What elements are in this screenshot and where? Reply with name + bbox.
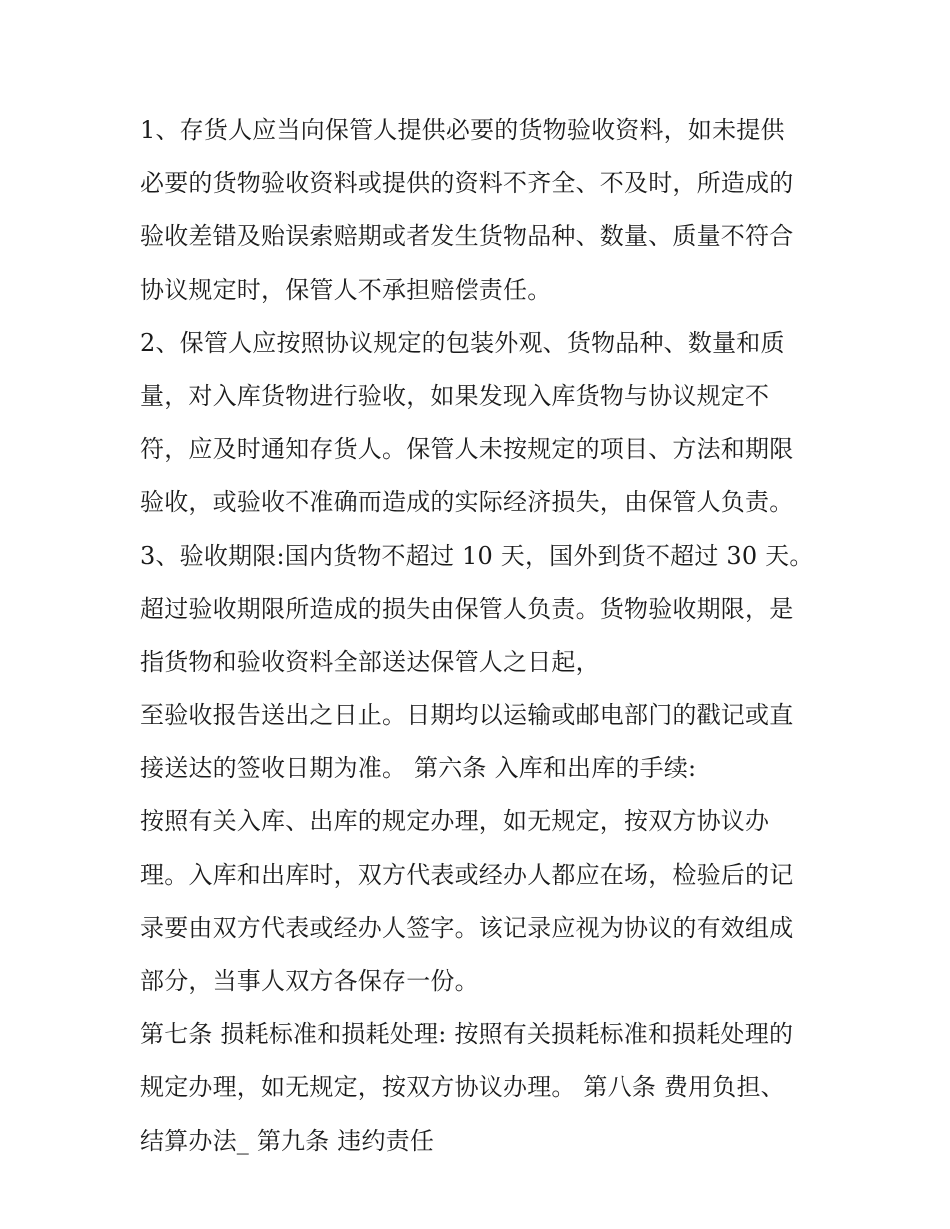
text-line: 结算办法_ 第九条 违约责任 (140, 1126, 435, 1155)
text-line: 3、验收期限:国内货物不超过 10 天，国外到货不超过 30 天。 (140, 541, 814, 570)
text-line: 验收差错及贻误索赔期或者发生货物品种、数量、质量不符合 (140, 222, 794, 251)
text-line: 符，应及时通知存货人。保管人未按规定的项目、方法和期限 (140, 435, 794, 464)
text-line: 超过验收期限所造成的损失由保管人负责。货物验收期限，是 (140, 594, 794, 623)
text-line: 1、存货人应当向保管人提供必要的货物验收资料，如未提供 (140, 116, 785, 144)
text-line: 第七条 损耗标准和损耗处理: 按照有关损耗标准和损耗处理的 (140, 1020, 794, 1049)
text-line: 部分，当事人双方各保存一份。 (140, 967, 479, 995)
text-line: 必要的货物验收资料或提供的资料不齐全、不及时，所造成的 (140, 169, 794, 198)
text-line: 2、保管人应按照协议规定的包装外观、货物品种、数量和质 (140, 328, 785, 357)
text-line: 录要由双方代表或经办人签字。该记录应视为协议的有效组成 (140, 913, 794, 942)
text-line: 规定办理，如无规定，按双方协议办理。 第八条 费用负担、 (140, 1073, 785, 1102)
text-line: 量，对入库货物进行验收，如果发现入库货物与协议规定不 (140, 381, 770, 410)
text-line: 验收，或验收不准确而造成的实际经济损失，由保管人负责。 (140, 488, 794, 517)
text-line: 接送达的签收日期为准。 第六条 入库和出库的手续: (140, 754, 697, 783)
document-body (140, 104, 820, 1168)
text-line: 协议规定时，保管人不承担赔偿责任。 (140, 275, 552, 304)
text-line: 至验收报告送出之日止。日期均以运输或邮电部门的戳记或直 (140, 701, 794, 730)
text-line: 按照有关入库、出库的规定办理，如无规定，按双方协议办 (140, 807, 770, 836)
text-line: 理。入库和出库时，双方代表或经办人都应在场，检验后的记 (140, 860, 794, 889)
text-line: 指货物和验收资料全部送达保管人之日起， (140, 647, 600, 676)
